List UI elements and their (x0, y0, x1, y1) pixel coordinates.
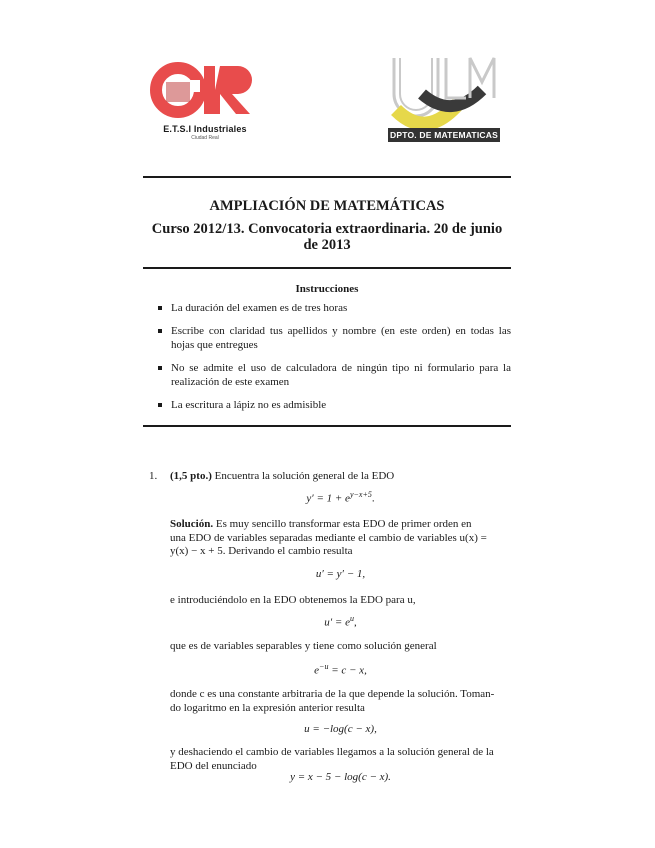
problem-text: Encuentra la solución general de la EDO (214, 470, 395, 482)
solution-paragraph-5: y deshaciendo el cambio de variables llegamos a la solución general de la EDO del enunciado (170, 746, 494, 772)
instruction-item: No se admite el uso de calculadora de ningún tipo ni formulario para la realización de este examen (155, 361, 511, 389)
instructions-heading: Instrucciones (295, 283, 359, 295)
instruction-item: Escribe con claridad tus apellidos y nombre (en este orden) en todas las hojas que entregues (155, 324, 511, 352)
equation-derivative-change: u′ = y′ − 1, (315, 568, 366, 580)
problem-number: 1. (149, 470, 158, 482)
solution-paragraph-3: que es de variables separables y tiene como solución general (170, 640, 437, 652)
instruction-item: La duración del examen es de tres horas (155, 301, 511, 315)
instructions-bottom-rule (143, 425, 511, 427)
equation-log: u = −log(c − x), (304, 723, 377, 735)
exam-title: AMPLIACIÓN DE MATEMÁTICAS (209, 198, 445, 214)
header-bottom-rule (143, 267, 511, 269)
logo-left-subcaption: Ciudad Real (191, 135, 219, 141)
equation-final-solution: y = x − 5 − log(c − x). (290, 771, 391, 783)
subtitle-line-1: Curso 2012/13. Convocatoria extraordinaria. 20 de junio (151, 221, 503, 237)
problem-statement (170, 470, 511, 484)
instruction-item: La escritura a lápiz no es admisible (155, 398, 511, 412)
equation-edo: $y' = 1 + e^{y-x+5}$. (306, 490, 375, 505)
uclm-department-label: DPTO. DE MATEMATICAS (388, 128, 500, 142)
equation-separable: $u' = e^u$, (324, 614, 357, 629)
top-rule (143, 176, 511, 178)
solution-label: Solución. (170, 518, 214, 530)
exam-subtitle (143, 221, 511, 253)
solution-paragraph-1: Solución. Es muy sencillo transformar esta EDO de primer orden en una EDO de variables separadas mediante el cambio de variables u(x) = y(x) − x + 5. Derivando el cambio resulta (170, 518, 487, 557)
solution-paragraph-4: donde c es una constante arbitraria de la que depende la solución. Toman- do logaritmo en la expresión anterior resulta (170, 688, 495, 714)
problem-points: (1,5 pto.) (170, 470, 212, 482)
equation-general-solution-u: $e^{-u} = c - x$, (314, 662, 367, 677)
logo-left-caption: E.T.S.I Industriales (163, 124, 247, 134)
subtitle-line-2: de 2013 (303, 237, 351, 253)
instructions-list (155, 301, 511, 421)
solution-paragraph-2: e introduciéndolo en la EDO obtenemos la EDO para u, (170, 594, 416, 606)
